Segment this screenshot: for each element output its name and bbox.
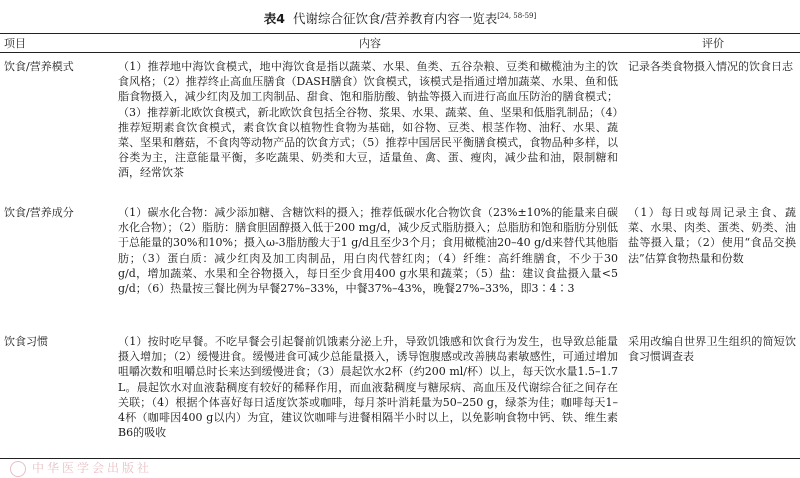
table-header-rule (0, 52, 800, 53)
row-evaluation: （1）每日或每周记录主食、蔬菜、水果、肉类、蛋类、奶类、油盐等摄入量；（2）使用“食品交换法”估算食物热量和份数 (628, 206, 796, 265)
header-item: 项目 (4, 37, 26, 50)
row-evaluation: 采用改编自世界卫生组织的简短饮食习惯调查表 (628, 335, 796, 364)
reference-marks: [24, 58-59] (497, 12, 537, 20)
row-category: 饮食习惯 (4, 335, 48, 348)
row-content: （1）按时吃早餐。不吃早餐会引起餐前饥饿素分泌上升，导致饥饿感和饮食行为发生，也导致总能量摄入增加；（2）缓慢进食。缓慢进食可减少总能量摄入，诱导饱腹感或改善胰岛素敏感性，可通过增加咀嚼次数和咀嚼总时长来达到缓慢进食；（3）晨起饮水2杯（约200 ml/杯）以上，每天饮水量1.5–1.7 L。晨起饮水对血液黏稠度有较好的稀释作用，而血液黏稠度与糖尿病、高血压及代谢综合征之间存在关联；（4）根据个体喜好每日适度饮茶或咖啡，每月茶叶消耗量为50–250 g，绿茶为佳；咖啡每天1–4杯（咖啡因400 g以内）为宜，建议饮咖啡与进餐相隔半小时以上，以免影响食物中钙、铁、维生素B6的吸收 (118, 335, 618, 440)
watermark-text: 中华医学会出版社 (32, 461, 153, 475)
table-title: 代谢综合征饮食/营养教育内容一览表 (292, 11, 498, 27)
row-content: （1）碳水化合物：减少添加糖、含糖饮料的摄入；推荐低碳水化合物饮食（23%±10%的能量来自碳水化合物）；（2）脂肪：膳食胆固醇摄入低于200 mg/d，减少反式脂肪摄入；总脂肪和饱和脂肪分别低于总能量的30%和10%；摄入ω-3脂肪酸大于1 g/d且至少3个月；食用橄榄油20–40 g/d来替代其他脂肪；（3）蛋白质：减少红肉及加工肉制品，用白肉代替红肉；（4）纤维：高纤维膳食，不少于30 g/d，增加蔬菜、水果和全谷物摄入，每日至少食用400 g水果和蔬菜；（5）盐：建议食盐摄入量<5 g/d；（6）热量按三餐比例为早餐27%–33%，中餐37%–43%，晚餐27%–33%，即3∶4∶3 (118, 206, 618, 296)
header-content: 内容 (359, 37, 381, 50)
seal-icon (10, 461, 26, 477)
row-content: （1）推荐地中海饮食模式，地中海饮食是指以蔬菜、水果、鱼类、五谷杂粮、豆类和橄榄油为主的饮食风格；（2）推荐终止高血压膳食（DASH膳食）饮食模式，该模式是指通过增加蔬菜、水果、鱼和低脂食物摄入，减少红肉及加工肉制品、甜食、饱和脂肪酸、钠盐等摄入而进行高血压防治的膳食模式；（3）推荐新北欧饮食模式，新北欧饮食包括全谷物、浆果、水果、蔬菜、鱼、坚果和低脂乳制品；（4）推荐短期素食饮食模式，素食饮食以植物性食物为基础，如谷物、豆类、根茎作物、油籽、水果、蔬菜、坚果和蘑菇，不食肉等动物产品的饮食方式；（5）推荐中国居民平衡膳食模式，食物品种多样，以谷类为主，注意能量平衡，多吃蔬果、奶类和大豆，适量鱼、禽、蛋、瘦肉，减少盐和油，限制糖和酒，经常饮茶 (118, 60, 618, 180)
row-category: 饮食/营养模式 (4, 60, 74, 73)
row-category: 饮食/营养成分 (4, 206, 74, 219)
table-number: 表4 (263, 11, 285, 27)
header-evaluation: 评价 (702, 37, 724, 50)
row-evaluation: 记录各类食物摄入情况的饮食日志 (628, 60, 793, 73)
publisher-watermark (10, 459, 152, 477)
table-top-rule (0, 33, 800, 34)
table-caption (0, 8, 800, 27)
